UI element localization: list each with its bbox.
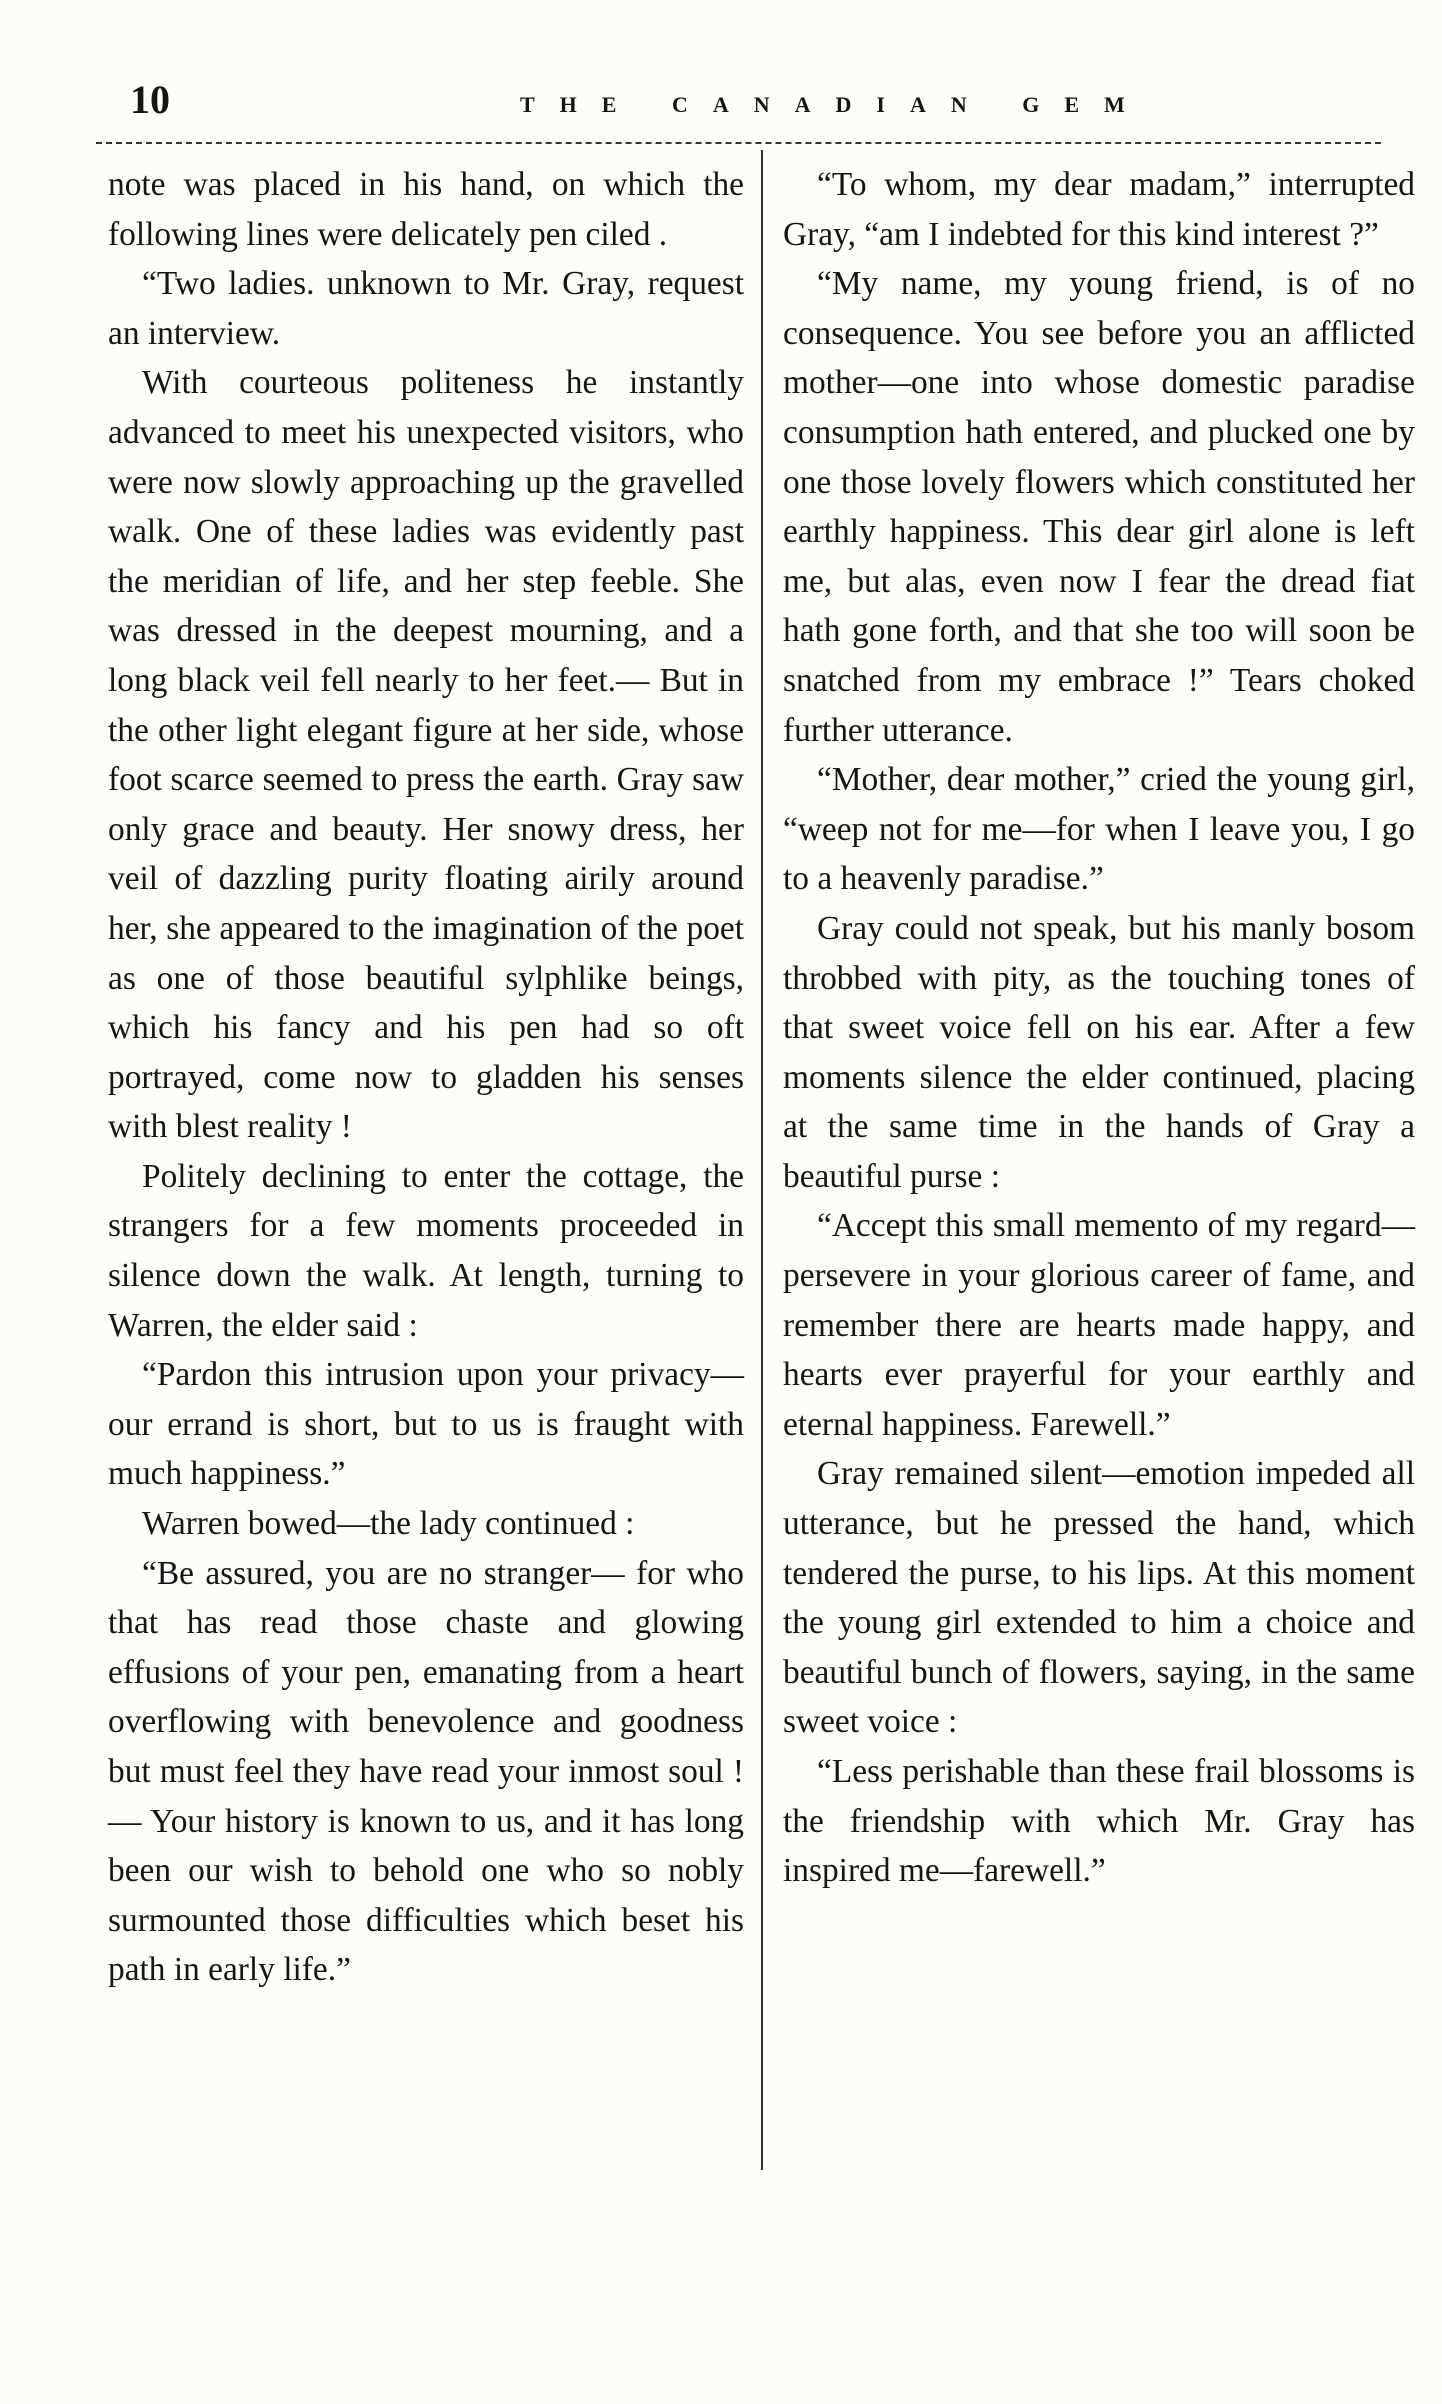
paragraph: Politely declining to enter the cottage, the strangers for a few moments proceeded in silence down the walk. At length, turning to Warren, the elder said :	[108, 1157, 744, 1344]
running-title: THE CANADIAN GEM	[520, 92, 1150, 117]
left-column	[108, 160, 744, 1995]
page-number: 10	[130, 77, 170, 122]
paragraph: Gray could not speak, but his manly bosom throbbed with pity, as the touching tones of that sweet voice fell on his ear. After a few moments silence the elder continued, placing at the same time in the hands of Gray a beautiful purse :	[783, 909, 1415, 1195]
paragraph: With courteous politeness he instantly advanced to meet his unexpected visitors, who were now slowly approaching up the gravelled walk. One of these ladies was evidently past the meridian of life, and her step feeble. She was dressed in the deepest mourning, and a long black veil fell nearly to her feet.— But in the other light elegant figure at her side, whose foot scarce seemed to press the earth. Gray saw only grace and beauty. Her snowy dress, her veil of dazzling purity floating airily around her, she appeared to the imagination of the poet as one of those beautiful sylphlike beings, which his fancy and his pen had so oft portrayed, come now to gladden his senses with blest reality !	[108, 364, 744, 1146]
right-column	[783, 160, 1415, 1896]
column-divider	[761, 150, 763, 2170]
paragraph: note was placed in his hand, on which the following lines were delicately pen ciled .	[108, 166, 744, 253]
paragraph: “Two ladies. unknown to Mr. Gray, request an interview.	[108, 265, 744, 352]
paragraph: “Less perishable than these frail blossoms is the friendship with which Mr. Gray has inspired me—farewell.”	[783, 1753, 1415, 1890]
paragraph: “Be assured, you are no stranger— for who that has read those chaste and glowing effusions of your pen, emanating from a heart overflowing with benevolence and goodness but must feel they have read your inmost soul !— Your history is known to us, and it has long been our wish to behold one who so nobly surmounted those difficulties which beset his path in early life.”	[108, 1554, 744, 1989]
header-rule	[96, 142, 1381, 144]
paragraph: “To whom, my dear madam,” interrupted Gray, “am I indebted for this kind interest ?”	[783, 166, 1415, 253]
paragraph: Gray remained silent—emotion impeded all utterance, but he pressed the hand, which tendered the purse, to his lips. At this moment the young girl extended to him a choice and beautiful bunch of flowers, saying, in the same sweet voice :	[783, 1455, 1415, 1741]
paragraph: “My name, my young friend, is of no consequence. You see before you an afflicted mother—one into whose domestic paradise consumption hath entered, and plucked one by one those lovely flowers which constituted her earthly happiness. This dear girl alone is left me, but alas, even now I fear the dread fiat hath gone forth, and that she too will soon be snatched from my embrace !” Tears choked further utterance.	[783, 265, 1415, 749]
paragraph: “Pardon this intrusion upon your privacy—our errand is short, but to us is fraught with much happiness.”	[108, 1356, 744, 1493]
paragraph: Warren bowed—the lady continued :	[142, 1505, 635, 1543]
paragraph: “Mother, dear mother,” cried the young girl, “weep not for me—for when I leave you, I go to a heavenly paradise.”	[783, 761, 1415, 898]
paragraph: “Accept this small memento of my regard—persevere in your glorious career of fame, and remember there are hearts made happy, and hearts ever prayerful for your earthly and eternal happiness. Farewell.”	[783, 1207, 1415, 1443]
